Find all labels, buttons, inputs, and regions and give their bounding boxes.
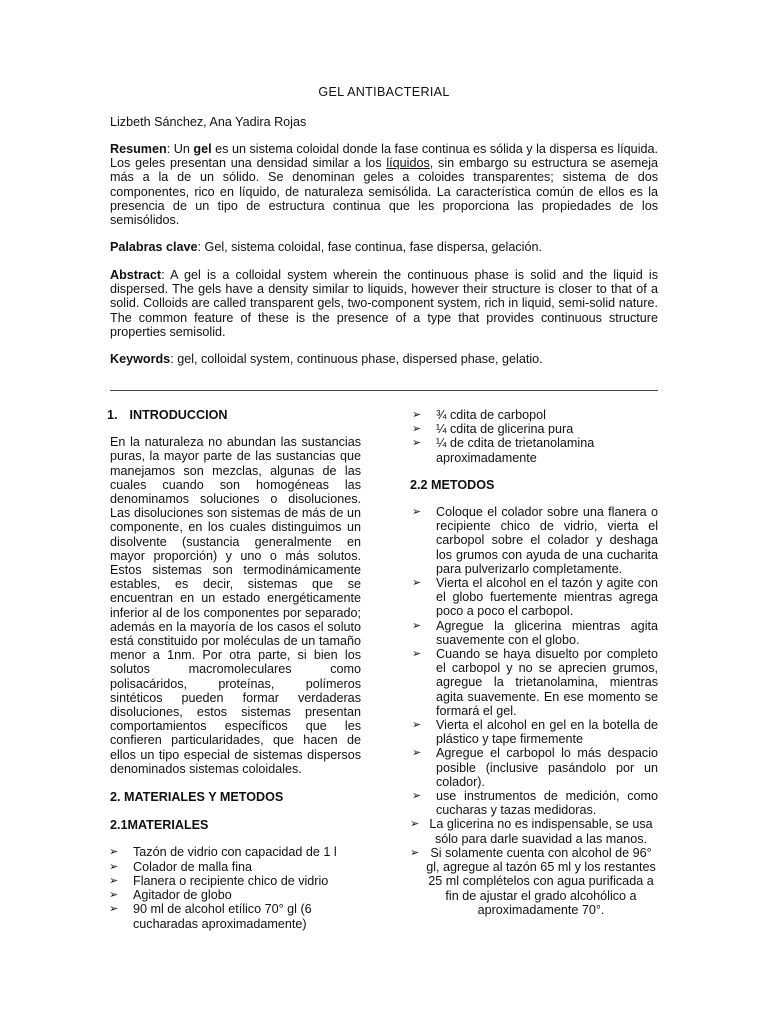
list-item [410, 817, 658, 845]
arrow-bullet-icon: ➢ [109, 860, 119, 873]
arrow-bullet-icon: ➢ [412, 437, 422, 450]
palabras-clave-paragraph [110, 240, 658, 254]
materiales-metodos-heading: 2. MATERIALES Y METODOS [110, 790, 284, 805]
list-item-text: use instrumentos de medición, como cucharas y tazas medidoras. [436, 789, 658, 818]
authors: Lizbeth Sánchez, Ana Yadira Rojas [110, 115, 307, 129]
intro-number: 1. [107, 408, 118, 422]
list-item-text: ¼ de cdita de trietanolamina aproximadamente [436, 436, 595, 465]
arrow-bullet-icon: ➢ [109, 846, 119, 859]
list-item [107, 902, 361, 930]
list-item [410, 408, 658, 422]
materiales-list-left [107, 845, 361, 930]
list-item-text: 90 ml de alcohol etílico 70° gl (6 cucharadas aproximadamente) [133, 902, 312, 931]
list-item-text: Agregue la glicerina mientras agita suavemente con el globo. [436, 618, 658, 647]
list-item-text: Coloque el colador sobre una flanera o recipiente chico de vidrio, vierta el carbopol sobre el colador y deshaga los grumos con ayuda de una cucharita para pulverizarlo completamente. [436, 505, 658, 576]
abstract-paragraph [110, 268, 658, 339]
list-item-text: La glicerina no es indispensable, se usa sólo para darle suavidad a las manos. [429, 817, 653, 846]
arrow-bullet-icon: ➢ [412, 619, 422, 632]
list-item [107, 888, 361, 902]
palabras-clave-label: Palabras clave [110, 240, 198, 254]
arrow-bullet-icon: ➢ [412, 506, 422, 519]
notas-list [410, 817, 658, 916]
arrow-bullet-icon: ➢ [412, 409, 422, 421]
liquidos-link[interactable]: líquidos [386, 156, 430, 171]
list-item-text: Agregue el carbopol lo más despacio posible (inclusive pasándolo por un colador). [436, 746, 658, 789]
list-item [410, 505, 658, 576]
list-item-text: Flanera o recipiente chico de vidrio [133, 873, 329, 888]
list-item-text: Vierta el alcohol en el tazón y agite con el globo fuertemente mientras agrega poco a poco el carbopol. [436, 576, 658, 619]
arrow-bullet-icon: ➢ [412, 648, 422, 661]
arrow-bullet-icon: ➢ [412, 719, 422, 732]
keywords-paragraph [110, 352, 658, 366]
arrow-bullet-icon: ➢ [109, 903, 119, 916]
abstract-text: : A gel is a colloidal system wherein the continuous phase is solid and the liquid is dispersed. The gels have a density similar to liquids, however their structure is closer to that of a solid. Colloids are called transparent gels, two-component system, rich in liquid, semi-solid nature. The common feature of these is the presence of a type that provides continuous structure properties semisolid. [110, 268, 658, 339]
arrow-bullet-icon: ➢ [410, 818, 420, 831]
list-item [410, 789, 658, 817]
materiales-list-right [410, 408, 658, 465]
section-divider [110, 390, 658, 391]
list-item [410, 718, 658, 746]
list-item-text: Vierta el alcohol en gel en la botella de plástico y tape firmemente [436, 718, 658, 747]
intro-body: En la naturaleza no abundan las sustancias puras, la mayor parte de las sustancias que manejamos son mezclas, algunas de las cuales cuando son homogéneas las denominamos soluciones o disoluciones. Las disoluciones son sistemas de más de un componente, en los cuales distinguimos un disolvente (sustancia generalmente en mayor proporción) y uno o más solutos. Estos sistemas son termodinámicamente estables, es decir, sistemas que se encuentran en un estado energéticamente inferior al de los componentes por separado; además en la mayoría de los casos el soluto está constituido por moléculas de un tamaño menor a 1nm. Por otra parte, si bien los solutos macromoleculares como polisacáridos, proteínas, polímeros sintéticos pueden formar verdaderas disoluciones, estos sistemas presentan comportamientos específicos que les confieren particularidades, que hacen de ellos un tipo especial de sistemas dispersos denominados sistemas coloidales. [110, 435, 361, 776]
list-item [410, 436, 658, 464]
abstract-label: Abstract [110, 268, 162, 282]
list-item-text: Si solamente cuenta con alcohol de 96° gl, agregue al tazón 65 ml y los restantes 25 ml complételos con agua purificada a fin de ajustar el grado alcohólico a aproximadamente 70°. [426, 845, 656, 917]
list-item-text: ¾ cdita de carbopol [436, 408, 546, 422]
list-item-text: Colador de malla fina [133, 859, 253, 874]
arrow-bullet-icon: ➢ [412, 747, 422, 760]
materiales-heading: 2.1MATERIALES [110, 818, 209, 833]
arrow-bullet-icon: ➢ [412, 790, 422, 803]
resumen-text: : Un [166, 142, 194, 156]
resumen-bold-gel: gel [193, 142, 212, 156]
list-item [107, 874, 361, 888]
keywords-label: Keywords [110, 352, 171, 366]
right-column [410, 408, 658, 917]
list-item [410, 647, 658, 718]
intro-heading [107, 408, 361, 422]
list-item-text: Tazón de vidrio con capacidad de 1 l [133, 845, 337, 860]
arrow-bullet-icon: ➢ [412, 423, 422, 436]
list-item [107, 845, 361, 859]
list-item [107, 860, 361, 874]
metodos-heading: 2.2 METODOS [410, 477, 495, 492]
list-item [410, 619, 658, 647]
resumen-paragraph [110, 142, 658, 227]
list-item [410, 576, 658, 619]
list-item-text: ¼ cdita de glicerina pura [436, 422, 574, 437]
palabras-clave-text: : Gel, sistema coloidal, fase continua, fase dispersa, gelación. [197, 240, 542, 254]
arrow-bullet-icon: ➢ [412, 577, 422, 590]
arrow-bullet-icon: ➢ [109, 889, 119, 902]
list-item [410, 746, 658, 789]
left-column [107, 408, 361, 931]
list-item-text: Cuando se haya disuelto por completo el carbopol y no se aprecien grumos, agregue la trietanolamina, mientras agita suavemente. En ese momento se formará el gel. [436, 647, 658, 718]
metodos-list [410, 505, 658, 817]
resumen-text: es un sistema coloidal donde la fase continua es sólida y la dispersa es líquida. Los geles presentan una densidad similar a los [110, 142, 658, 171]
keywords-text: : gel, colloidal system, continuous phase, dispersed phase, gelatio. [170, 352, 543, 366]
list-item-text: Agitador de globo [133, 888, 232, 903]
list-item [410, 422, 658, 436]
arrow-bullet-icon: ➢ [109, 874, 119, 887]
document-title: GEL ANTIBACTERIAL [318, 85, 450, 99]
resumen-label: Resumen [110, 142, 167, 156]
resumen-text: , sin embargo su estructura se asemeja más a la de un sólido. Se denominan geles a coloides transparentes; sistema de dos componentes, rico en líquido, de naturaleza semisólida. La característica común de ellos es la presencia de un tipo de estructura continua que les proporciona las propiedades de los semisólidos. [110, 156, 658, 228]
intro-heading-text: INTRODUCCION [129, 408, 228, 422]
list-item [410, 846, 658, 917]
arrow-bullet-icon: ➢ [410, 846, 420, 859]
